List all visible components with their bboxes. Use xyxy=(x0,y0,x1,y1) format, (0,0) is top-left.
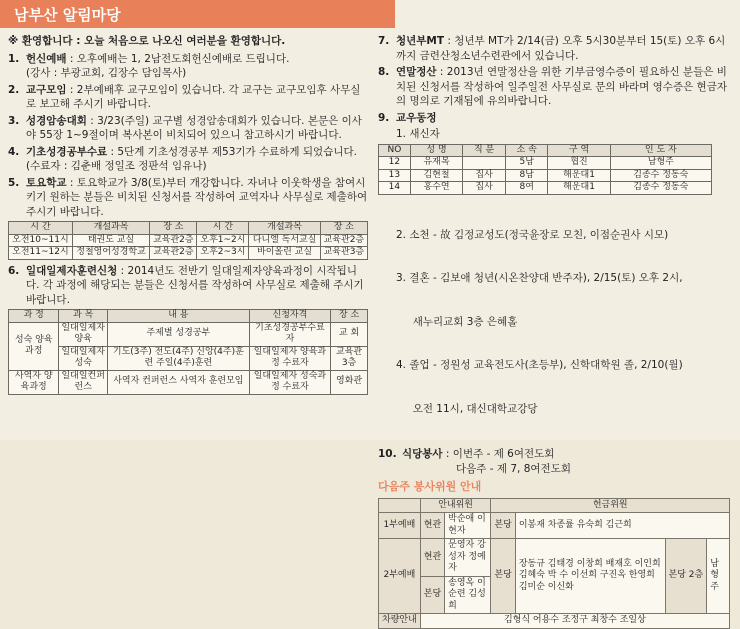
news-line: 오전 11시, 대신대학교강당 xyxy=(396,402,538,415)
school-table xyxy=(8,221,368,260)
table-cell: 교육관3층 xyxy=(320,247,367,260)
news-line: 새누리교회 3층 은혜홀 xyxy=(396,315,518,328)
notice-number: 3. xyxy=(8,114,20,127)
notice-title: 교구모임 xyxy=(26,83,67,96)
table-cell: 해운대1 xyxy=(548,182,610,195)
table-cell xyxy=(463,157,506,170)
notice-body xyxy=(26,52,368,81)
table-header: 장 소 xyxy=(320,222,367,235)
table-cell: 김형식 어용수 조정구 최창수 조일상 xyxy=(420,614,729,629)
location-label: 본당 xyxy=(420,576,444,614)
notice-text: : 2부예배후 교구모임이 있습니다. 각 교구는 교구모임후 사무실로 보고해 주시기 바랍니다. xyxy=(26,83,361,110)
table-cell: 일대일제자성숙 xyxy=(59,346,108,370)
table-cell: 12 xyxy=(379,157,411,170)
notice-text: : 오후예배는 1, 2남전도회헌신예배로 드립니다. xyxy=(69,52,290,65)
notice-text: : 2013년 연말정산을 위한 기부금영수증이 필요하신 분들은 비치된 신청서를 작성하여 일주일전 사무실로 문의 바라며 영수증은 현금자의 명의로 기재됨에 유의바랍니다. xyxy=(396,66,727,107)
notice-title: 연말정산 xyxy=(396,66,437,78)
table-cell: 오후1~2시 xyxy=(197,234,249,247)
right-column xyxy=(378,34,730,629)
notice-item xyxy=(8,176,368,220)
table-row xyxy=(9,322,368,346)
table-header: 성 명 xyxy=(410,144,462,157)
location-label: 현관 xyxy=(420,539,444,577)
notice-number: 8. xyxy=(378,66,390,78)
notice-item xyxy=(378,34,730,63)
table-header: 구 역 xyxy=(548,144,610,157)
news-line: 4. 졸업 - 정원성 교육전도사(초등부), 신학대학원 졸, 2/10(월) xyxy=(396,359,683,371)
news-line: 2. 소천 - 故 김정교성도(정국윤장로 모친, 이점순권사 시모) xyxy=(396,228,669,241)
table-cell: 14 xyxy=(379,182,411,195)
table-row xyxy=(9,234,368,247)
notice-title: 식당봉사 xyxy=(402,448,443,460)
table-cell: 해운대1 xyxy=(548,169,610,182)
notice-number: 2. xyxy=(8,83,20,96)
table-cell: 유재복 xyxy=(410,157,462,170)
table-cell: 13 xyxy=(379,169,411,182)
table-cell: 태권도 교실 xyxy=(72,234,149,247)
table-row xyxy=(9,247,368,260)
notice-text: : 2014년도 전반기 일대일제자양육과정이 시작됩니다. 각 과정에 해당되는 분들은 신청서를 작성하여 사무실로 제출해 주시기 바랍니다. xyxy=(26,264,364,306)
table-cell: 사역자 컨퍼런스 사역자 훈련모임 xyxy=(107,370,249,394)
notice-number: 4. xyxy=(8,145,20,158)
table-cell: 영화관 xyxy=(331,370,368,394)
table-header: 시 간 xyxy=(197,222,249,235)
notice-title: 성경암송대회 xyxy=(26,114,87,127)
notice-item xyxy=(8,145,368,174)
table-row xyxy=(9,346,368,370)
notice-item xyxy=(8,114,368,143)
notice-body xyxy=(26,264,368,308)
notice-number: 9. xyxy=(378,111,390,124)
table-cell: 5남 xyxy=(505,157,548,170)
table-header: 장 소 xyxy=(331,310,368,323)
table-header-row xyxy=(379,498,730,513)
newcomer-table xyxy=(378,144,712,195)
table-header: 헌금위원 xyxy=(491,498,730,513)
notice-body xyxy=(396,65,730,109)
notice-item xyxy=(378,65,730,109)
notice-title: 교우동정 xyxy=(396,111,437,124)
location-label: 본당 xyxy=(491,513,515,539)
table-cell: 오후2~3시 xyxy=(197,247,249,260)
notice-item xyxy=(378,447,730,476)
welcome-message: ※ 환영합니다 : 오늘 처음으로 나오신 여러분을 환영합니다. xyxy=(8,35,286,47)
table-header: 인 도 자 xyxy=(610,144,711,157)
table-cell: 성숙 양육과정 xyxy=(9,322,59,370)
table-cell: 바이올린 교실 xyxy=(249,247,320,260)
table-cell: 오전11~12시 xyxy=(9,247,73,260)
news-list xyxy=(396,199,730,446)
table-cell: 주제별 성경공부 xyxy=(107,322,249,346)
notice-body xyxy=(26,114,368,143)
table-row xyxy=(379,539,730,577)
table-header: 직 분 xyxy=(463,144,506,157)
table-row xyxy=(379,157,712,170)
table-cell: 오전10~11시 xyxy=(9,234,73,247)
notice-body xyxy=(26,145,368,174)
notice-text: : 토요학교가 3/8(토)부터 개강합니다. 자녀나 이웃학생을 참여시키기 원하는 분들은 비치된 신청서를 작성하여 교역자나 사무실로 제출하여 주시기 바랍니다. xyxy=(26,176,368,218)
table-cell: 이봉재 차종률 유숙희 김근희 xyxy=(515,513,729,539)
location-label: 본당 xyxy=(491,539,515,614)
notice-title: 토요학교 xyxy=(26,176,67,189)
notice-item xyxy=(8,83,368,112)
table-header: 과 정 xyxy=(9,310,59,323)
service-label: 1부예배 xyxy=(379,513,421,539)
table-cell: 집사 xyxy=(463,182,506,195)
notice-body xyxy=(26,176,368,220)
notice-number: 10. xyxy=(378,448,397,460)
table-cell: 김현철 xyxy=(410,169,462,182)
title-band xyxy=(0,0,395,28)
table-row xyxy=(379,614,730,629)
table-cell: 남형주 xyxy=(610,157,711,170)
newcomer-label: 1. 새신자 xyxy=(396,128,440,140)
notice-title: 기초성경공부수료 xyxy=(26,145,108,158)
notice-text-2: 다음주 - 제 7, 8여전도회 xyxy=(456,462,571,475)
notice-item xyxy=(378,111,730,126)
location-label: 본당 2층 xyxy=(665,539,707,614)
table-header: 시 간 xyxy=(9,222,73,235)
notice-item xyxy=(8,52,368,81)
volunteer-table xyxy=(378,498,730,629)
notice-title: 청년부MT xyxy=(396,35,445,47)
volunteer-title: 다음주 봉사위원 안내 xyxy=(378,480,482,493)
notice-extra: (강사 : 부광교회, 김장수 담임목사) xyxy=(26,67,187,79)
notice-number: 6. xyxy=(8,264,20,277)
table-header: 과 목 xyxy=(59,310,108,323)
table-cell: 문영자 강성자 정예자 xyxy=(445,539,491,577)
table-cell: 일대일제자 양육과정 수료자 xyxy=(249,346,330,370)
table-row xyxy=(379,513,730,539)
table-header: 내 용 xyxy=(107,310,249,323)
training-table xyxy=(8,309,368,395)
table-header: 신청자격 xyxy=(249,310,330,323)
table-cell: 김종수 정동숙 xyxy=(610,169,711,182)
table-cell: 김종수 정동숙 xyxy=(610,182,711,195)
table-header: 안내위원 xyxy=(420,498,491,513)
table-row xyxy=(379,169,712,182)
table-cell: 8여 xyxy=(505,182,548,195)
notice-body xyxy=(402,447,730,476)
service-label: 차량안내 xyxy=(379,614,421,629)
table-header xyxy=(379,498,421,513)
table-cell: 교육관2층 xyxy=(320,234,367,247)
table-cell: 장동규 김태경 이창희 배재호 이인희 김혜숙 박 수 이선희 구진옥 한영희 김미순 이신화 xyxy=(515,539,665,614)
table-cell: 집사 xyxy=(463,169,506,182)
table-cell: 기도(3주) 전도(4주) 신앙(4주)훈련 주일(4주)훈련 xyxy=(107,346,249,370)
left-column xyxy=(8,34,368,399)
notice-number: 1. xyxy=(8,52,20,65)
notice-body xyxy=(396,34,730,63)
table-header: NO xyxy=(379,144,411,157)
notice-text: : 이번주 - 제 6여전도회 xyxy=(445,448,555,460)
table-cell: 남형주 xyxy=(707,539,730,614)
notice-text: : 3/23(주일) 교구별 성경암송대회가 있습니다. 본문은 이사야 55장 1~9절이며 복사본이 비치되어 있으니 참고하시기 바랍니다. xyxy=(26,114,362,141)
notice-body xyxy=(396,111,730,126)
table-cell: 송영옥 이순련 김성희 xyxy=(445,576,491,614)
table-cell: 일대일컨퍼런스 xyxy=(59,370,108,394)
notice-text: : 5단계 기초성경공부 제53기가 수료하게 되었습니다.(수료자 : 김춘배 정일조 정판석 임유나) xyxy=(26,145,357,172)
table-cell: 기초성경공부수료자 xyxy=(249,322,330,346)
table-cell: 홍수연 xyxy=(410,182,462,195)
table-cell: 일대일제자양육 xyxy=(59,322,108,346)
notice-title: 헌신예배 xyxy=(26,52,67,65)
table-cell: 교육관2층 xyxy=(150,247,197,260)
header xyxy=(0,0,740,28)
page-title: 남부산 알림마당 xyxy=(14,6,121,24)
notice-text: : 청년부 MT가 2/14(금) 오후 5시30분부터 15(토) 오후 6시까지 금련산청소년수련관에서 있습니다. xyxy=(396,35,726,62)
service-label: 2부예배 xyxy=(379,539,421,614)
table-cell: 8남 xyxy=(505,169,548,182)
table-cell: 박순애 이현자 xyxy=(445,513,491,539)
table-header-row xyxy=(9,310,368,323)
table-header-row xyxy=(9,222,368,235)
table-cell: 교육관2층 xyxy=(150,234,197,247)
table-cell: 다니엘 독서교실 xyxy=(249,234,320,247)
notice-number: 7. xyxy=(378,35,390,47)
table-cell: 사역자 양육과정 xyxy=(9,370,59,394)
notice-body xyxy=(26,83,368,112)
table-cell: 교 회 xyxy=(331,322,368,346)
table-header: 소 속 xyxy=(505,144,548,157)
table-cell: 정철영어성경학교 xyxy=(72,247,149,260)
location-label: 현관 xyxy=(420,513,444,539)
table-header: 장 소 xyxy=(150,222,197,235)
table-cell: 협진 xyxy=(548,157,610,170)
table-row xyxy=(9,370,368,394)
table-header: 개설과목 xyxy=(249,222,320,235)
notice-item xyxy=(8,264,368,308)
table-cell: 일대일제자 성숙과정 수료자 xyxy=(249,370,330,394)
table-cell: 교육관 3층 xyxy=(331,346,368,370)
table-row xyxy=(379,182,712,195)
notice-title: 일대일제자훈련신청 xyxy=(26,264,118,277)
news-line: 3. 결혼 - 김보애 청년(시온찬양대 반주자), 2/15(토) 오후 2시, xyxy=(396,272,683,284)
table-header-row xyxy=(379,144,712,157)
table-header: 개설과목 xyxy=(72,222,149,235)
notice-number: 5. xyxy=(8,176,20,189)
